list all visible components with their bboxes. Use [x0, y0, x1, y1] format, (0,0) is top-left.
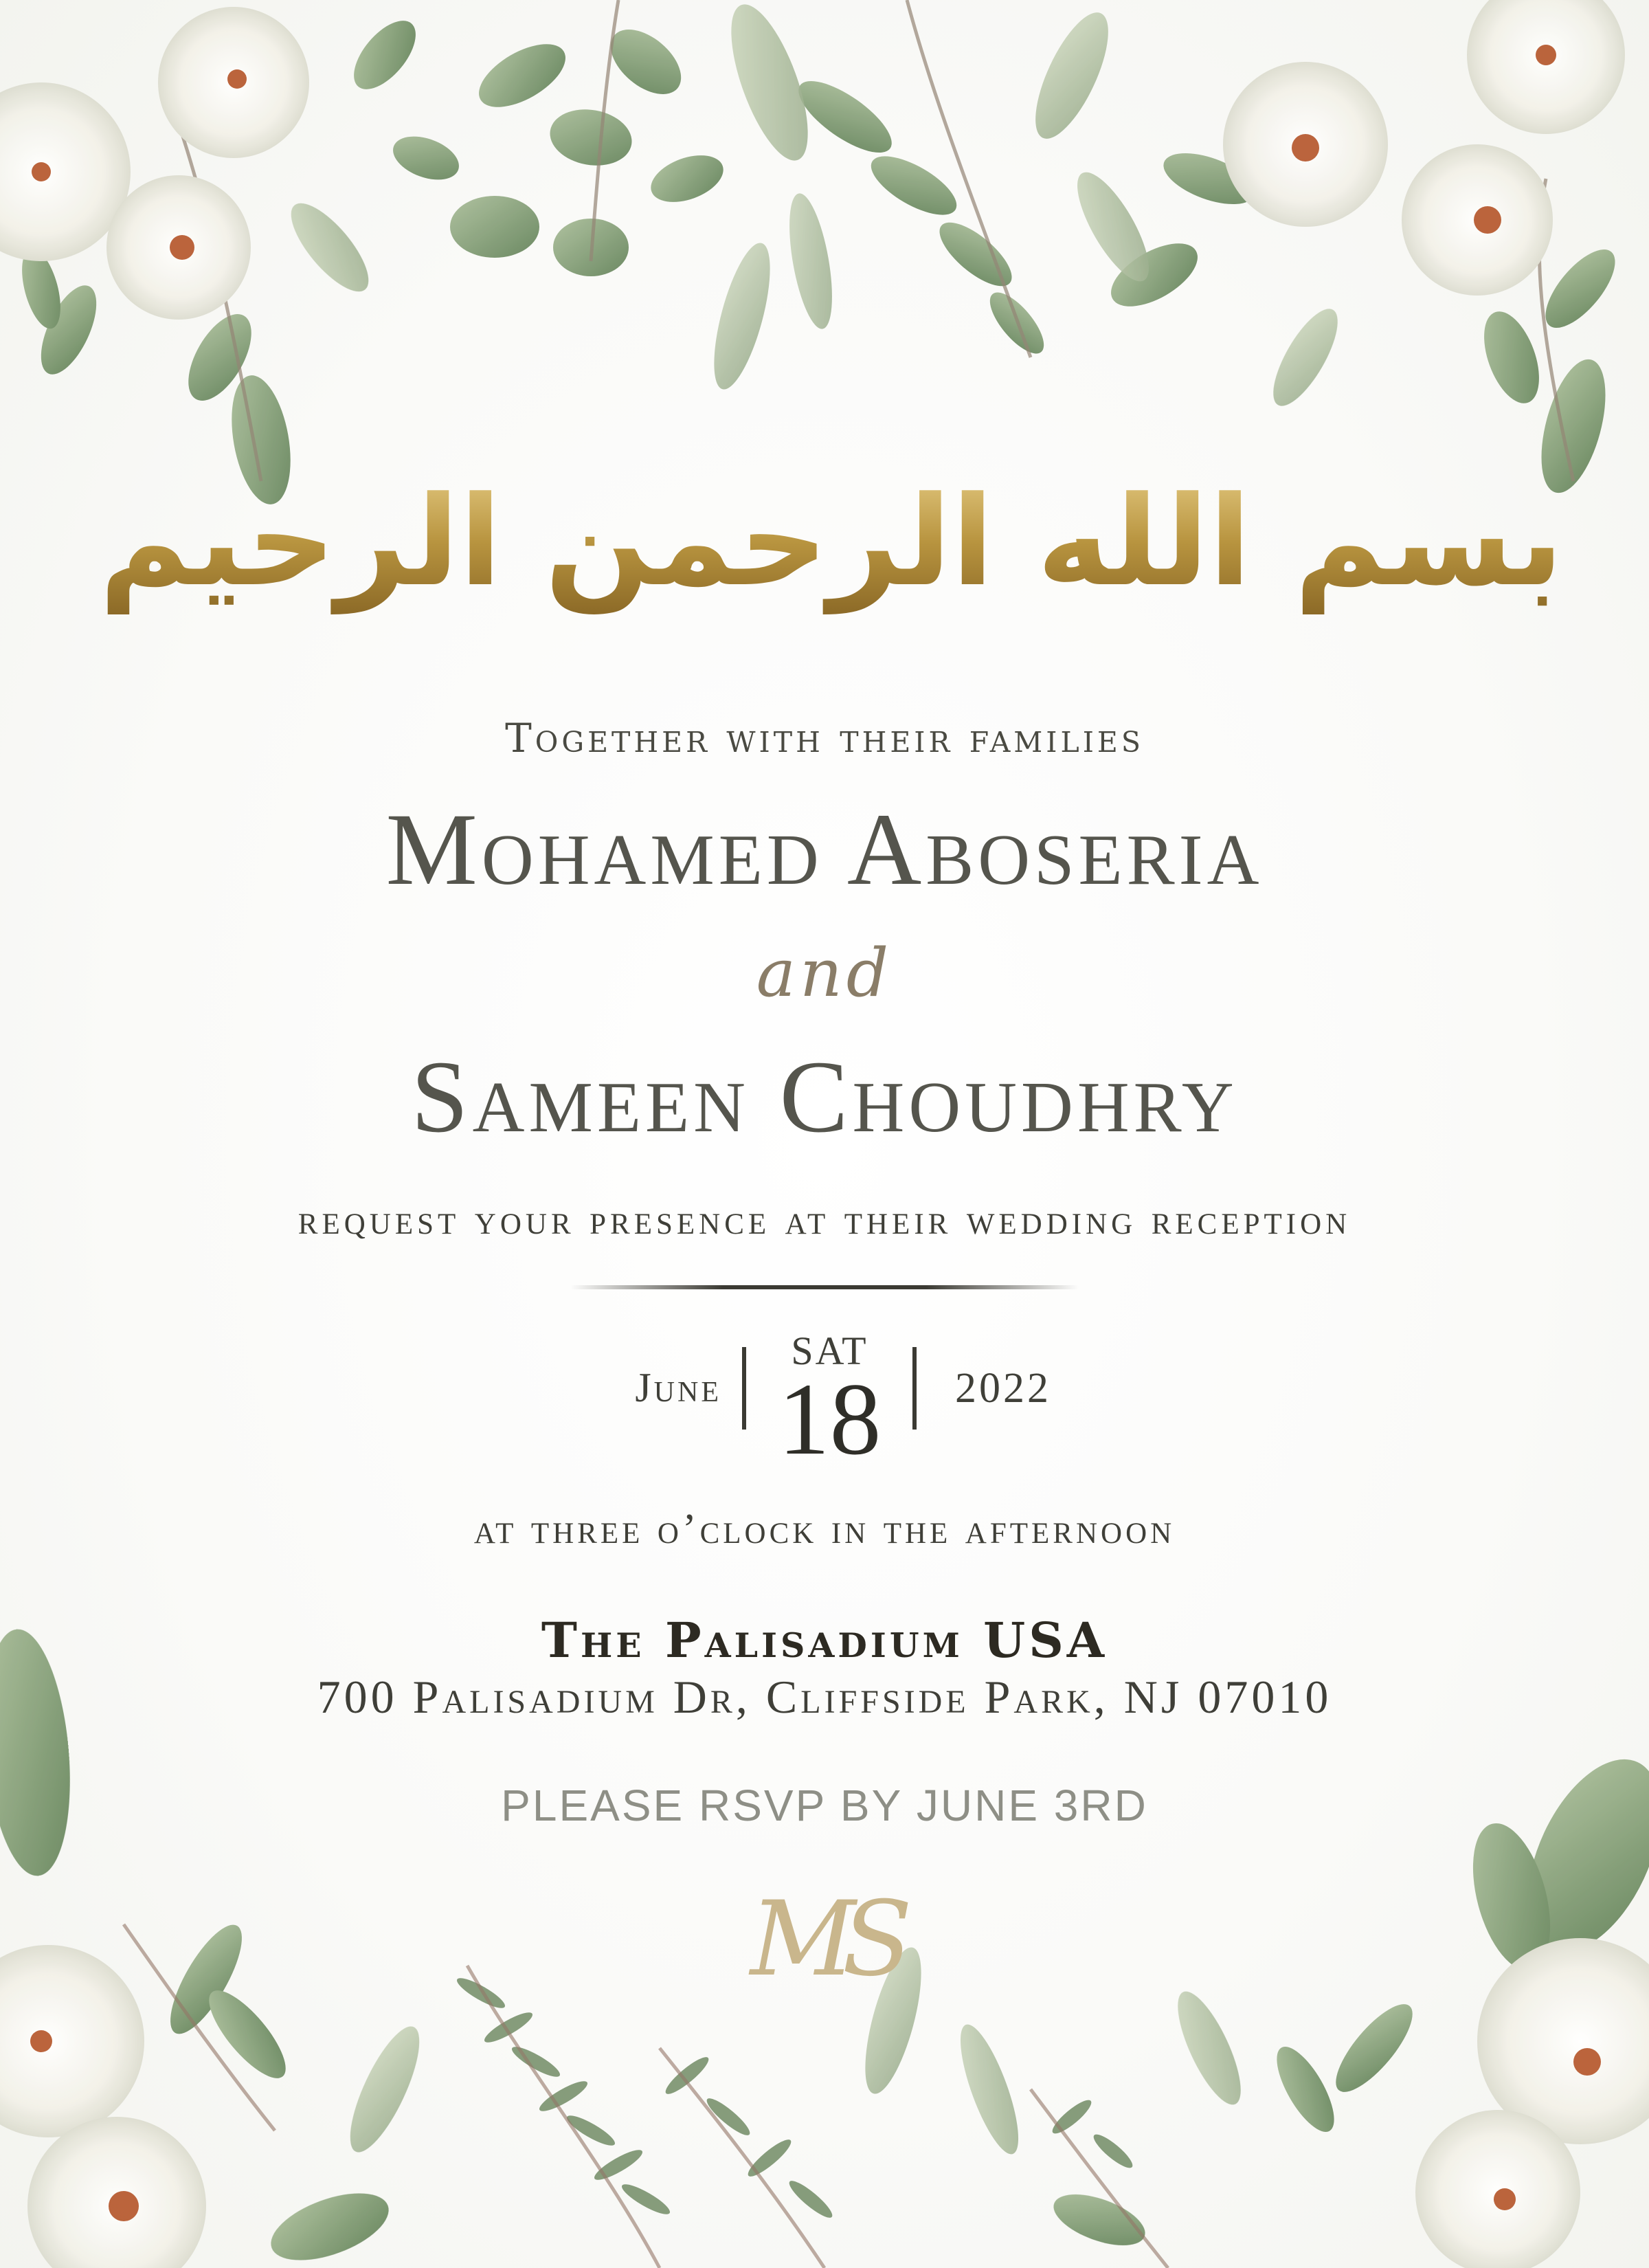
- date-day: 18: [778, 1362, 882, 1476]
- request-line: request your presence at their wedding reception: [298, 1197, 1351, 1243]
- venue-address: 700 Palisadium Dr, Cliffside Park, NJ 07010: [317, 1671, 1332, 1723]
- and-connector: and: [756, 935, 893, 1012]
- bride-name: Sameen Choudhry: [411, 1040, 1238, 1154]
- date-month: June: [635, 1365, 721, 1410]
- bismillah-text: بسم الله الرحمن الرحيم: [99, 470, 1564, 614]
- date-separator-left: [742, 1347, 746, 1430]
- date-block: [0, 1326, 1649, 1478]
- groom-name: Mohamed Aboseria: [385, 792, 1264, 907]
- date-year: 2022: [955, 1365, 1051, 1412]
- date-weekday: SAT: [791, 1328, 868, 1373]
- date-separator-right: [912, 1347, 917, 1430]
- divider-line: [570, 1285, 1079, 1289]
- bismillah-calligraphy: [99, 412, 1564, 660]
- venue-name: The Palisadium USA: [541, 1612, 1108, 1669]
- rsvp-note: PLEASE RSVP BY JUNE 3RD: [501, 1781, 1148, 1830]
- monogram: MS: [750, 1880, 899, 1999]
- event-time: at three o’clock in the afternoon: [473, 1506, 1176, 1553]
- intro-line: Together with their families: [505, 715, 1144, 761]
